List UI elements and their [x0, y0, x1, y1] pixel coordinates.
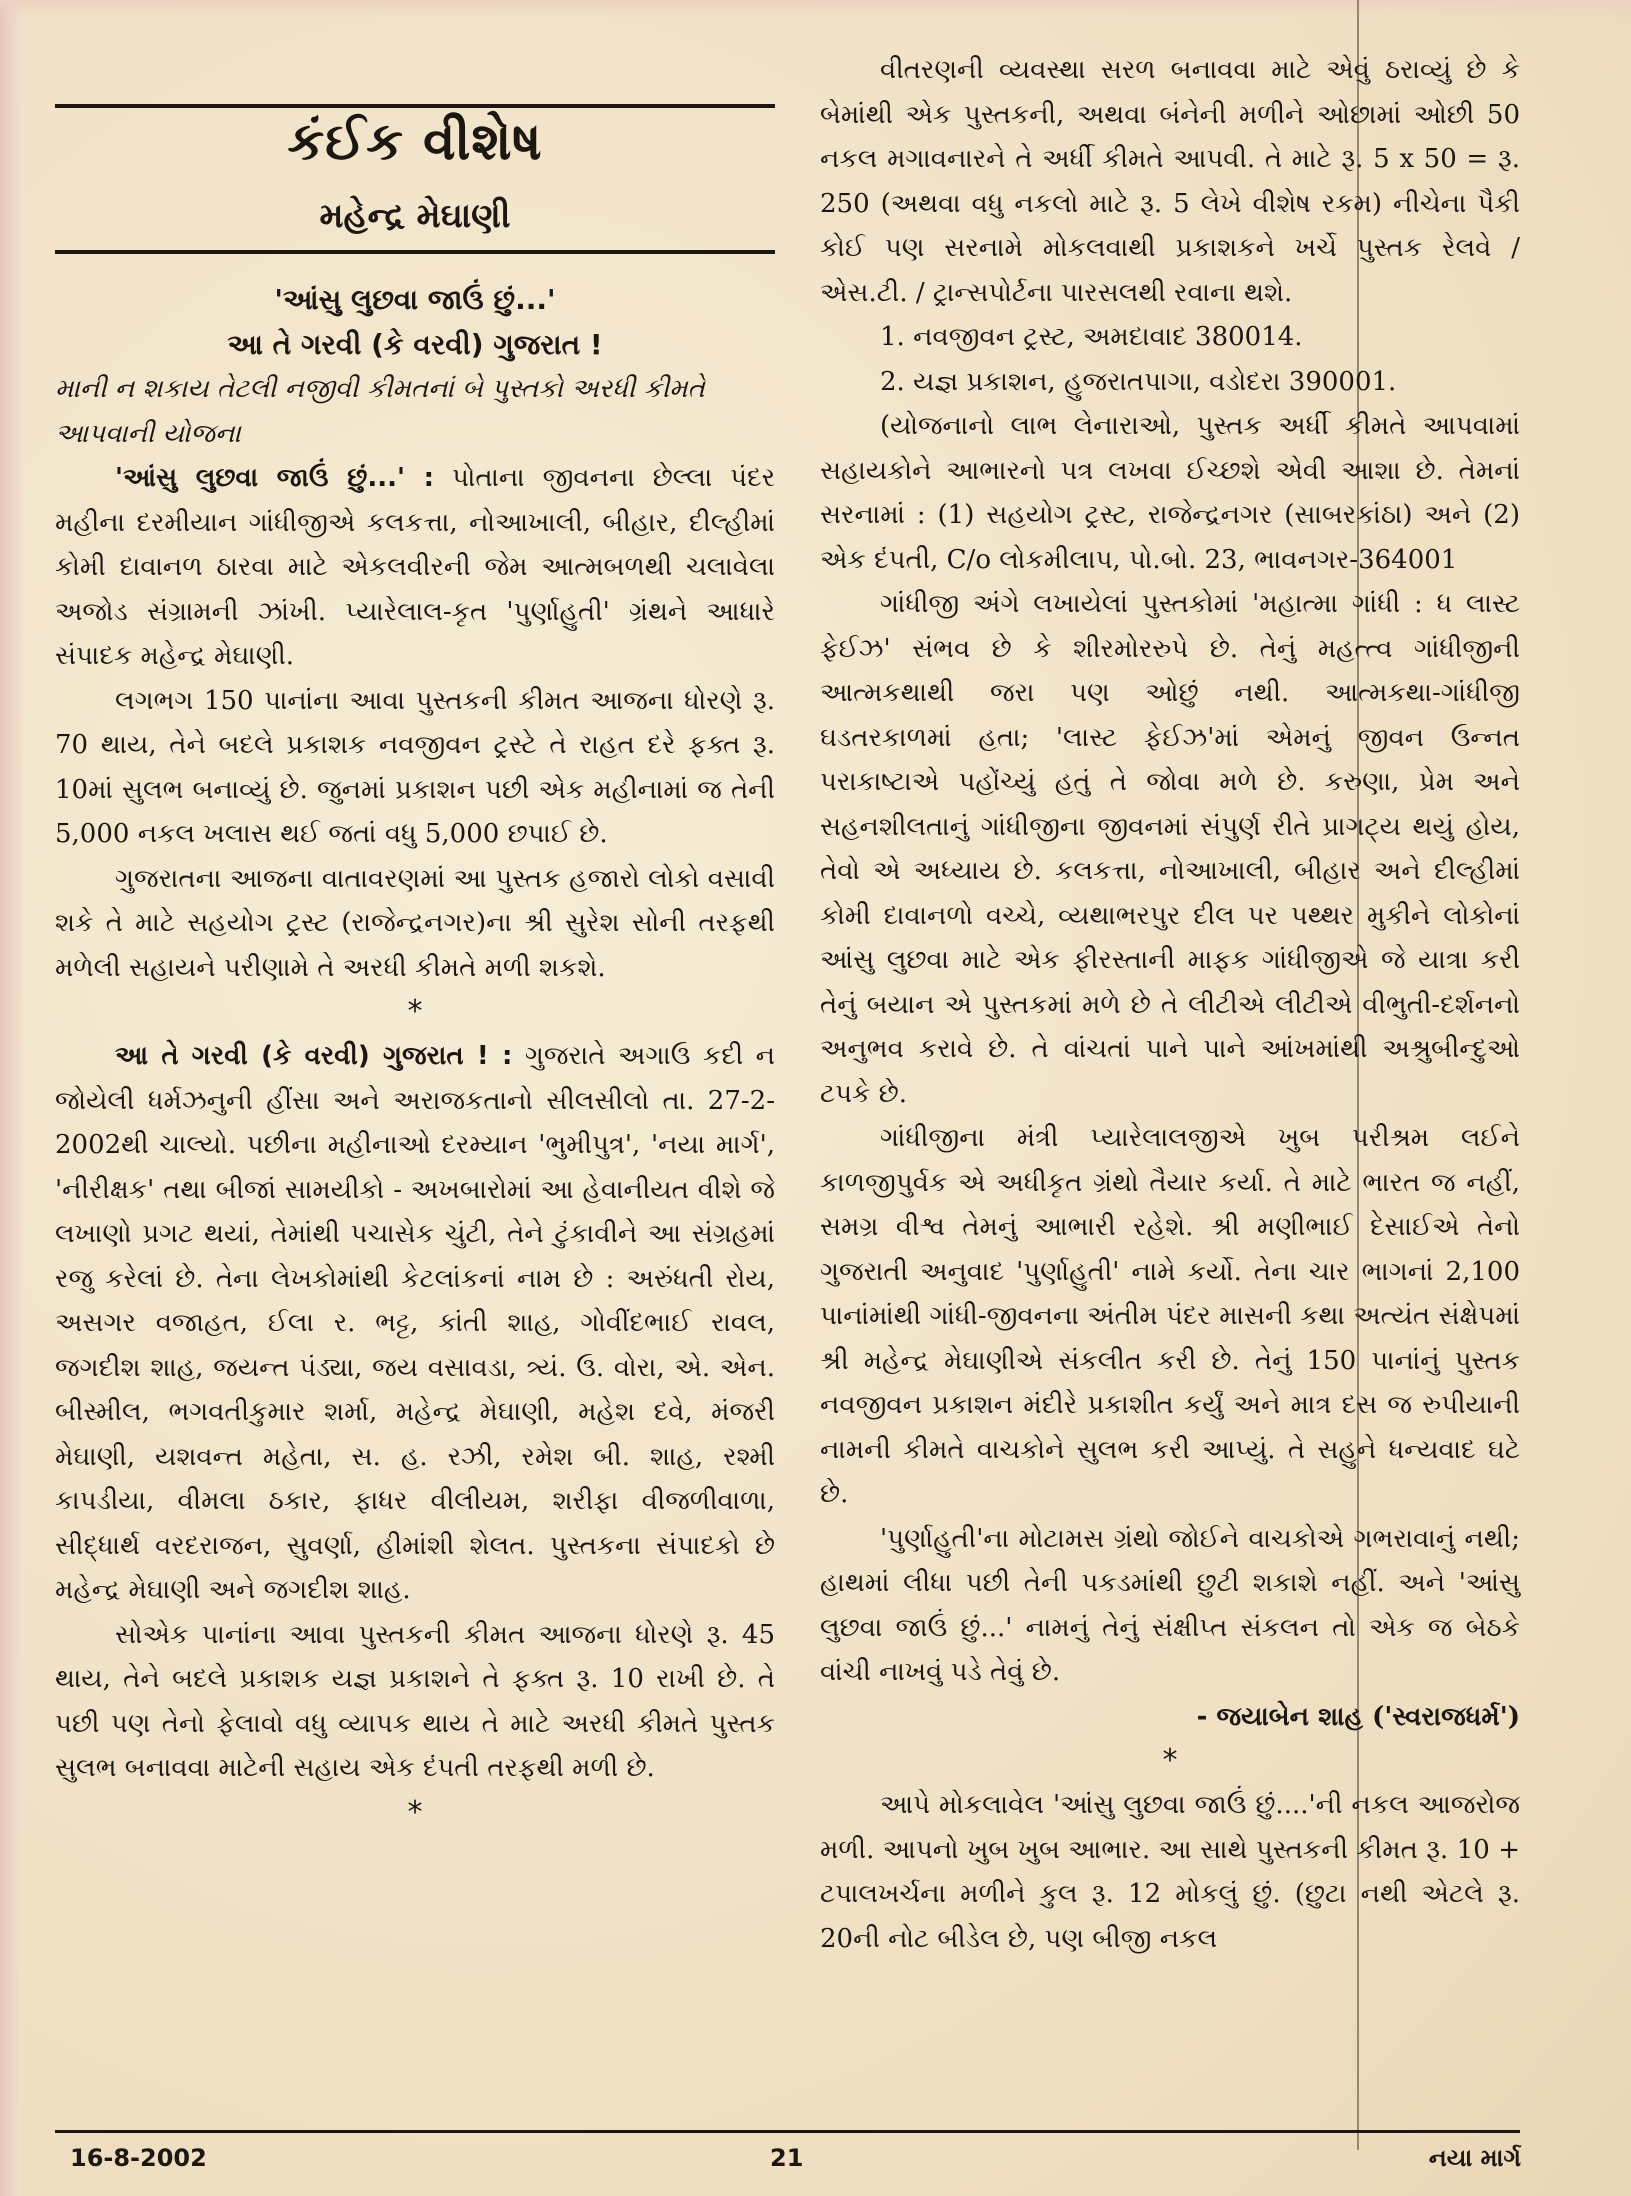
address-item: 2. યજ્ઞ પ્રકાશન, હુજરાતપાગા, વડોદરા 390001.: [880, 366, 1397, 397]
footer-rule: [55, 2130, 1520, 2133]
paragraph: આપે મોકલાવેલ 'આંસુ લુછવા જાઉં છું....'ની નકલ આજરોજ મળી. આપનો ખુબ ખુબ આભાર. આ સાથે પુસ્તકની કીમત રૂ. 10 + ટપાલખર્ચના મળીને કુલ રૂ. 12 મોકલું છું. (છુટા નથી એટલે રૂ. 20ની નોટ બીડેલ છે, પણ બીજી નકલ: [820, 1790, 1520, 1954]
paragraph: [55, 1034, 775, 1613]
paragraph-text: પોતાના જીવનના છેલ્લા પંદર મહીના દરમીયાન ગાંધીજીએ કલકત્તા, નોઆખાલી, બીહાર, દીલ્હીમાં કોમી દાવાનળ ઠારવા માટે એકલવીરની જેમ આત્મબળથી ચલાવેલા અજોડ સંગ્રામની ઝાંખી. પ્યારેલાલ-કૃત 'પુર્ણાહુતી' ગ્રંથને આધારે સંપાદક મહેન્દ્ર મેઘાણી.: [55, 463, 776, 671]
subheading: માની ન શકાય તેટલી નજીવી કીમતનાં બે પુસ્તકો અરધી કીમતે આપવાની યોજના: [55, 374, 705, 449]
paragraph: 'પુર્ણાહુતી'ના મોટામસ ગ્રંથો જોઈને વાચકોએ ગભરાવાનું નથી; હાથમાં લીધા પછી તેની પકડમાંથી છુટી શકાશે નહીં. અને 'આંસુ લુછવા જાઉં છું...' નામનું તેનું સંક્ષીપ્ત સંકલન તો એક જ બેઠકે વાંચી નાખવું પડે તેવું છે.: [820, 1523, 1520, 1687]
paragraph-text: ગુજરાતે અગાઉ કદી ન જોયેલી ધર્મઝનુની હીંસા અને અરાજકતાનો સીલસીલો તા. 27-2-2002થી ચાલ્યો. પછીના મહીનાઓ દરમ્યાન 'ભુમીપુત્ર', 'નયા માર્ગ', 'નીરીક્ષક' તથા બીજાં સામયીકો - અખબારોમાં આ હેવાનીયત વીશે જે લખાણો પ્રગટ થયાં, તેમાંથી પચાસેક ચુંટી, તેને ટુંકાવીને આ સંગ્રહમાં રજુ કરેલાં છે. તેના લેખકોમાંથી કેટલાંકનાં નામ છે : અરુંધતી રોય, અસગર વજાહત, ઈલા ર. ભટ્ટ, કાંતી શાહ, ગોવીંદભાઈ રાવલ, જગદીશ શાહ, જયન્ત પંડ્યા, જય વસાવડા, ત્ર્યં. ઉ. વોરા, એ. એન. બીસ્મીલ, ભગવતીકુમાર શર્મા, મહેન્દ્ર મેઘાણી, મહેશ દવે, મંજરી મેઘાણી, યશવન્ત મહેતા, સ. હ. રઝી, રમેશ બી. શાહ, રશ્મી કાપડીયા, વીમલા ઠકાર, ફાધર વીલીયમ, શરીફા વીજળીવાળા, સીદ્ધાર્થ વરદરાજન, સુવર્ણા, હીમાંશી શેલત. પુસ્તકના સંપાદકો છે મહેન્દ્ર મેઘાણી અને જગદીશ શાહ.: [55, 1041, 775, 1605]
separator-asterisk: *: [407, 1794, 423, 1830]
paragraph-lead: 'આંસુ લુછવા જાઉં છું...' :: [115, 463, 435, 493]
page-edge: [0, 0, 22, 2196]
page-number: 21: [770, 2144, 804, 2172]
paragraph: [55, 456, 775, 679]
author-name: મહેન્દ્ર મેઘાણી: [319, 196, 511, 236]
paragraph: વીતરણની વ્યવસ્થા સરળ બનાવવા માટે એવું ઠરાવ્યું છે કે બેમાંથી એક પુસ્તકની, અથવા બંનેની મળીને ઓછામાં ઓછી 50 નકલ મગાવનારને તે અર્ધી કીમતે આપવી. તે માટે રૂ. 5 x 50 = રૂ. 250 (અથવા વધુ નકલો માટે રૂ. 5 લેખે વીશેષ રકમ) નીચેના પૈકી કોઈ પણ સરનામે મોકલવાથી પ્રકાશકને ખર્ચે પુસ્તક રેલવે / એસ.ટી. / ટ્રાન્સપોર્ટના પારસલથી રવાના થશે.: [820, 55, 1520, 308]
right-column: [820, 48, 1520, 1961]
title-top-rule: [55, 104, 775, 108]
heading-line-1: 'આંસુ લુછવા જાઉં છું...': [274, 283, 556, 316]
paragraph: ગુજરાતના આજના વાતાવરણમાં આ પુસ્તક હજારો લોકો વસાવી શકે તે માટે સહયોગ ટ્રસ્ટ (રાજેન્દ્રનગર)ના શ્રી સુરેશ સોની તરફથી મળેલી સહાયને પરીણામે તે અરધી કીમતે મળી શકશે.: [55, 863, 775, 983]
separator-asterisk: *: [407, 994, 423, 1029]
scan-fold-line: [1357, 0, 1359, 2150]
paragraph: લગભગ 150 પાનાંના આવા પુસ્તકની કીમત આજના ધોરણે રૂ. 70 થાય, તેને બદલે પ્રકાશક નવજીવન ટ્રસ્ટે તે રાહત દરે ફક્ત રૂ. 10માં સુલભ બનાવ્યું છે. જુનમાં પ્રકાશન પછી એક મહીનામાં જ તેની 5,000 નકલ ખલાસ થઈ જતાં વધુ 5,000 છપાઈ છે.: [55, 685, 775, 849]
address-item: 1. નવજીવન ટ્રસ્ટ, અમદાવાદ 380014.: [880, 322, 1303, 352]
signature-source: ('સ્વરાજધર્મ'): [1362, 1701, 1520, 1732]
paragraph: (યોજનાનો લાભ લેનારાઓ, પુસ્તક અર્ધી કીમતે આપવામાં સહાયકોને આભારનો પત્ર લખવા ઈચ્છશે એવી આશા છે. તેમનાં સરનામાં : (1) સહયોગ ટ્રસ્ટ, રાજેન્દ્રનગર (સાબરકાંઠા) અને (2) એક દંપતી, C/o લોકમીલાપ, પો.બો. 23, ભાવનગર-364001: [820, 411, 1520, 575]
page-title: કંઈક વીશેષ: [287, 112, 543, 172]
paragraph: સોએક પાનાંના આવા પુસ્તકની કીમત આજના ધોરણે રૂ. 45 થાય, તેને બદલે પ્રકાશક યજ્ઞ પ્રકાશને તે ફક્ત રૂ. 10 રાખી છે. તે પછી પણ તેનો ફેલાવો વધુ વ્યાપક થાય તે માટે અરધી કીમતે પુસ્તક સુલભ બનાવવા માટેની સહાય એક દંપતી તરફથી મળી છે.: [55, 1619, 775, 1783]
signature: [820, 1695, 1520, 1740]
signature-name: - જયાબેન શાહ: [1196, 1701, 1363, 1732]
left-column: [55, 278, 775, 1835]
magazine-name: નયા માર્ગ: [1428, 2144, 1521, 2172]
separator-asterisk: *: [1162, 1743, 1178, 1778]
heading-line-2: આ તે ગરવી (કે વરવી) ગુજરાત !: [227, 327, 603, 361]
footer-date: 16-8-2002: [70, 2144, 207, 2172]
paragraph: ગાંધીજીના મંત્રી પ્યારેલાલજીએ ખુબ પરીશ્રમ લઈને કાળજીપુર્વક એ અધીકૃત ગ્રંથો તૈયાર કર્યા. તે માટે ભારત જ નહીં, સમગ્ર વીશ્વ તેમનું આભારી રહેશે. શ્રી મણીભાઈ દેસાઈએ તેનો ગુજરાતી અનુવાદ 'પુર્ણાહુતી' નામે કર્યો. તેના ચાર ભાગનાં 2,100 પાનાંમાંથી ગાંધી-જીવનના અંતીમ પંદર માસની કથા અત્યંત સંક્ષેપમાં શ્રી મહેન્દ્ર મેઘાણીએ સંકલીત કરી છે. તેનું 150 પાનાંનું પુસ્તક નવજીવન પ્રકાશન મંદીરે પ્રકાશીત કર્યું અને માત્ર દસ જ રુપીયાની નામની કીમતે વાચકોને સુલભ કરી આપ્યું. તે સહુને ધન્યવાદ ઘટે છે.: [820, 1123, 1520, 1509]
author-bottom-rule: [55, 250, 775, 254]
page-edge-top: [0, 0, 1631, 18]
paragraph-lead: આ તે ગરવી (કે વરવી) ગુજરાત ! :: [115, 1041, 513, 1071]
paragraph: ગાંધીજી અંગે લખાયેલાં પુસ્તકોમાં 'મહાત્મા ગાંધી : ધ લાસ્ટ ફેઈઝ' સંભવ છે કે શીરમોરરુપે છે. તેનું મહત્ત્વ ગાંધીજીની આત્મકથાથી જરા પણ ઓછું નથી. આત્મકથા-ગાંધીજી ઘડતરકાળમાં હતા; 'લાસ્ટ ફેઈઝ'માં એમનું જીવન ઉન્નત પરાકાષ્ટાએ પહોંચ્યું હતું તે જોવા મળે છે. કરુણા, પ્રેમ અને સહનશીલતાનું ગાંધીજીના જીવનમાં સંપુર્ણ રીતે પ્રાગટ્ય થયું હોય, તેવો એ અધ્યાય છે. કલકત્તા, નોઆખાલી, બીહાર અને દીલ્હીમાં કોમી દાવાનળો વચ્ચે, વ્યથાભરપુર દીલ પર પથ્થર મુકીને લોકોનાં આંસુ લુછવા માટે એક ફીરસ્તાની માફક ગાંધીજીએ જે યાત્રા કરી તેનું બયાન એ પુસ્તકમાં મળે છે તે લીટીએ લીટીએ વીભુતી-દર્શનનો અનુભવ કરાવે છે. તે વાંચતાં પાને પાને આંખમાંથી અશ્રુબીન્દુઓ ટપકે છે.: [820, 589, 1520, 1109]
